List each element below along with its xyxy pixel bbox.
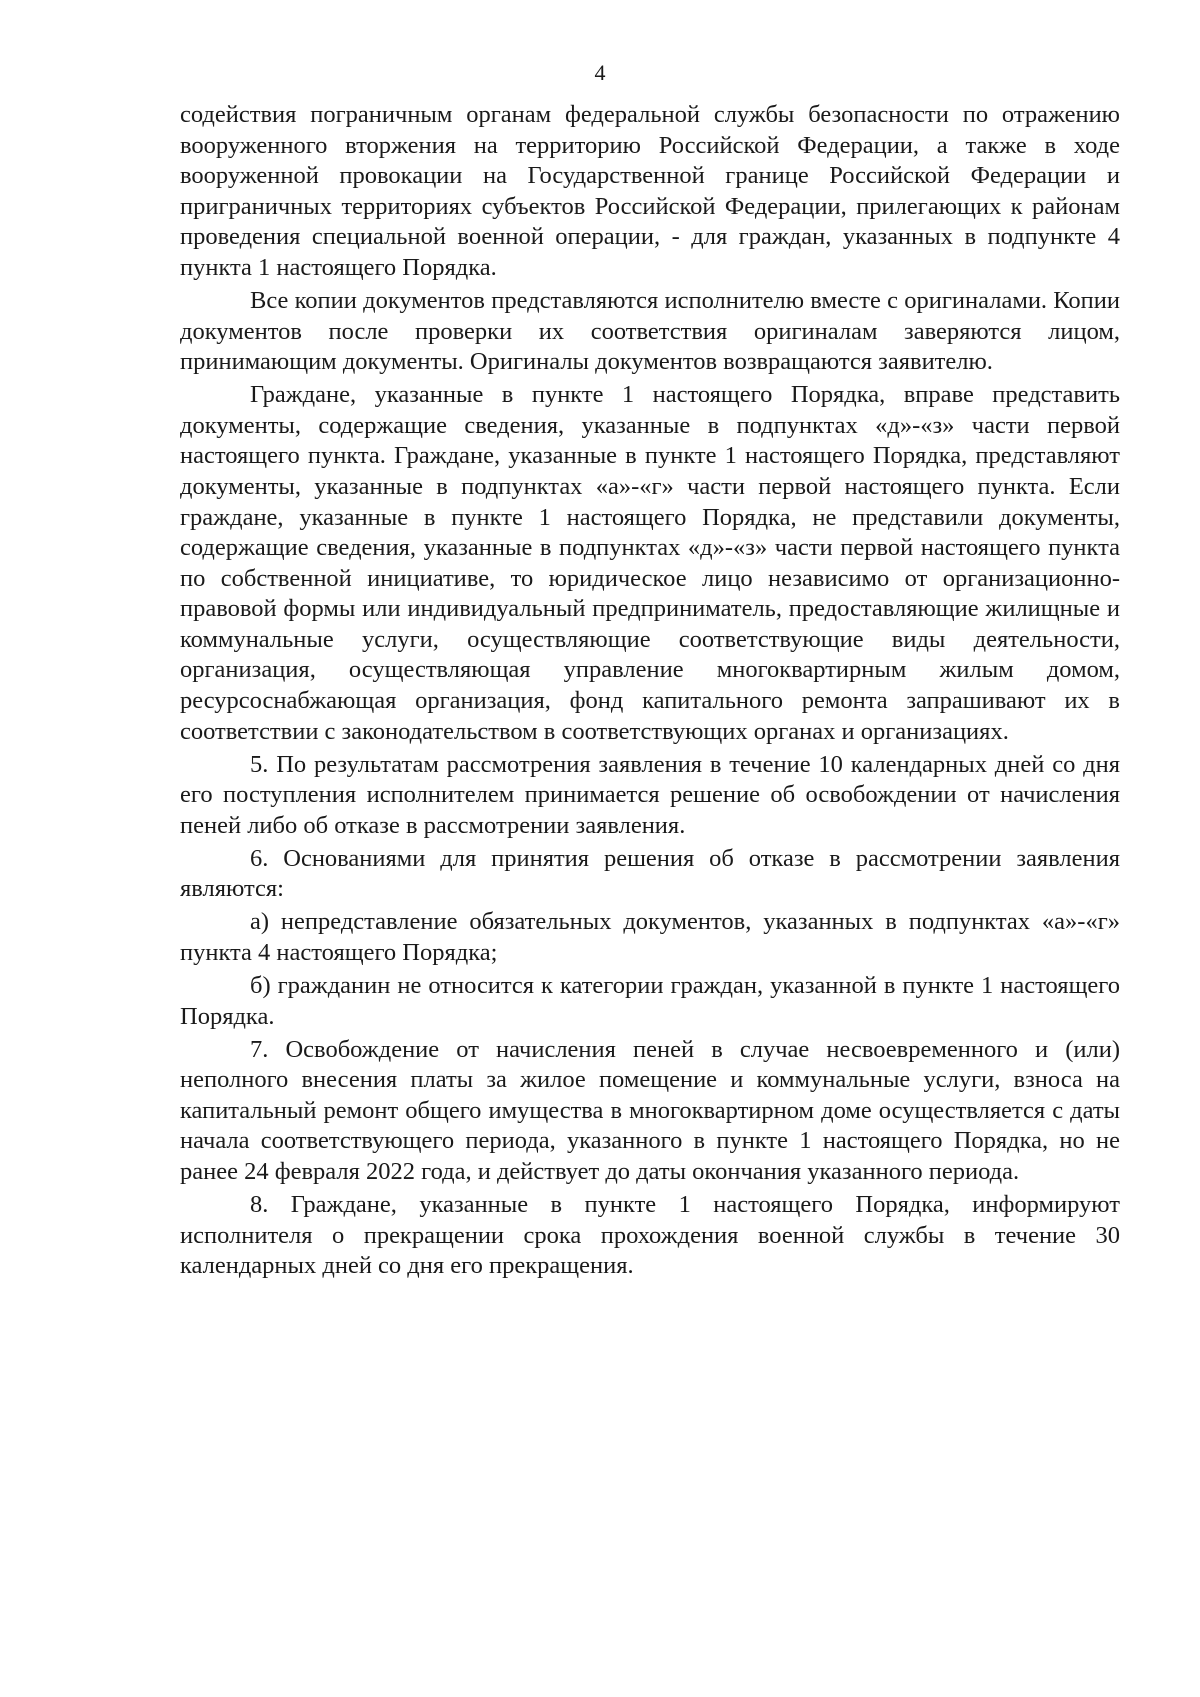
paragraph-citizens-documents: Граждане, указанные в пункте 1 настоящего Порядка, вправе представить документы, содержащие сведения, указанные в подпунктах «д»-«з» части первой настоящего пункта. Граждане, указанные в пункте 1 настоящего Порядка, представляют документы, указанные в подпунктах «а»-«г» части первой настоящего пункта. Если граждане, указанные в пункте 1 настоящего Порядка, не представили документы, содержащие сведения, указанные в подпунктах «д»-«з» части первой настоящего пункта по собственной инициативе, то юридическое лицо независимо от организационно-правовой формы или индивидуальный предприниматель, предоставляющие жилищные и коммунальные услуги, осуществляющие соответствующие виды деятельности, организация, осуществляющая управление многоквартирным жилым домом, ресурсоснабжающая организация, фонд капитального ремонта запрашивают их в соответствии с законодательством в соответствующих органах и организациях. (180, 381, 1120, 745)
paragraph-item-7: 7. Освобождение от начисления пеней в случае несвоевременного и (или) неполного внесения платы за жилое помещение и коммунальные услуги, взноса на капитальный ремонт общего имущества в многоквартирном доме осуществляется с даты начала соответствующего периода, указанного в пункте 1 настоящего Порядка, но не ранее 24 февраля 2022 года, и действует до даты окончания указанного периода. (180, 1035, 1120, 1185)
paragraph-item-5: 5. По результатам рассмотрения заявления в течение 10 календарных дней со дня его поступления исполнителем принимается решение об освобождении от начисления пеней либо об отказе в рассмотрении заявления. (180, 750, 1120, 839)
document-body (180, 100, 1120, 1284)
page-number: 4 (594, 60, 606, 85)
paragraph-continuation: содействия пограничным органам федеральной службы безопасности по отражению вооруженного вторжения на территорию Российской Федерации, а также в ходе вооруженной провокации на Государственной границе Российской Федерации и приграничных территориях субъектов Российской Федерации, прилегающих к районам проведения специальной военной операции, - для граждан, указанных в подпункте 4 пункта 1 настоящего Порядка. (180, 101, 1120, 281)
paragraph-copies: Все копии документов представляются исполнителю вместе с оригиналами. Копии документов после проверки их соответствия оригиналам заверяются лицом, принимающим документы. Оригиналы документов возвращаются заявителю. (180, 286, 1120, 376)
paragraph-item-6a: а) непредставление обязательных документов, указанных в подпунктах «а»-«г» пункта 4 настоящего Порядка; (180, 908, 1120, 966)
paragraph-item-6b: б) гражданин не относится к категории граждан, указанной в пункте 1 настоящего Порядка. (180, 971, 1120, 1030)
paragraph-item-8: 8. Граждане, указанные в пункте 1 настоящего Порядка, информируют исполнителя о прекращении срока прохождения военной службы в течение 30 календарных дней со дня его прекращения. (180, 1190, 1120, 1280)
paragraph-item-6: 6. Основаниями для принятия решения об отказе в рассмотрении заявления являются: (180, 844, 1120, 903)
